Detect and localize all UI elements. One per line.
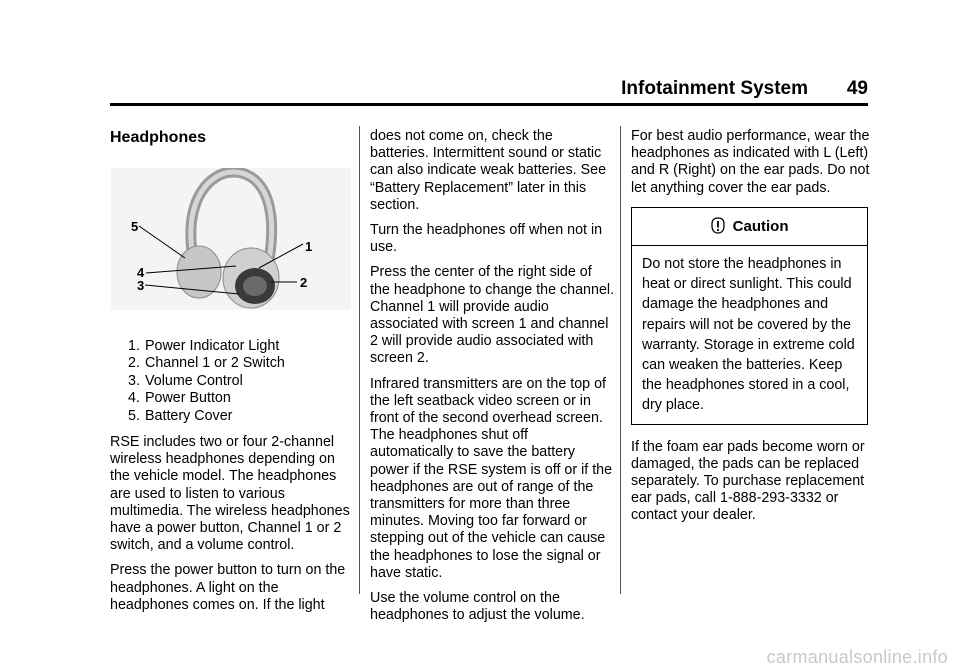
caution-header [632,208,867,245]
callout-1: 1 [305,239,313,254]
caution-title: Caution [732,217,789,235]
callout-3: 3 [137,278,145,293]
section-heading: Headphones [110,129,207,146]
figure-legend [110,338,355,425]
callout-2: 2 [300,275,308,290]
watermark: carmanualsonline.info [766,647,948,667]
header-divider [110,103,868,106]
paragraph: Press the center of the right side of the headphone to change the channel. Channel 1 will provide audio associated with screen 1 and channel 2 will provide audio associated with screen 2. [370,264,615,367]
paragraph: Infrared transmitters are on the top of the left seatback video screen or in front of the second overhead screen. The headphones shut off automatically to save the battery power if the RSE system is off or if the headphones are out of range of the transmitters for more than three minutes. Moving too far forward or stepping out of the vehicle can cause the headphones to lose the signal or have static. [370,375,613,581]
paragraph: Use the volume control on the headphones to adjust the volume. [370,590,585,624]
paragraph: For best audio performance, wear the headphones as indicated with L (Left) and R (Right) on the ear pads. Do not let anything cover the ear pads. [631,128,870,196]
column-divider-1 [359,126,360,594]
paragraph: Press the power button to turn on the headphones. A light on the headphones comes on. If the light [110,562,346,613]
column-3 [631,128,871,533]
column-1 [110,128,355,622]
callout-4: 4 [137,265,145,280]
legend-item: 4. Power Button [128,390,231,407]
page-header [110,78,868,102]
paragraph: If the foam ear pads become worn or damaged, the pads can be replaced separately. To purchase replacement ear pads, call 1-888-293-3332 or contact your dealer. [631,438,865,524]
paragraph: does not come on, check the batteries. Intermittent sound or static can also indicate weak batteries. See “Battery Replacement” later in this section. [370,128,607,213]
section-title: Infotainment System [621,78,808,99]
paragraph: Turn the headphones off when not in use. [370,222,603,256]
column-divider-2 [620,126,621,594]
headphones-figure [111,168,351,310]
legend-item: 1. Power Indicator Light [128,338,280,354]
legend-item: 5. Battery Cover [128,407,233,424]
headphones-illustration [111,168,351,310]
legend-item: 3. Volume Control [128,372,243,389]
caution-text: Do not store the headphones in heat or direct sunlight. This could damage the headphones and repairs will not be covered by the warranty. Storage in extreme cold can weaken the batteries. Keep the headphones stored in a cool, dry place. [642,256,855,414]
column-2 [370,128,615,632]
caution-box [631,207,868,425]
callout-5: 5 [131,219,139,234]
legend-item: 2. Channel 1 or 2 Switch [128,355,285,372]
paragraph: RSE includes two or four 2-channel wireless headphones depending on the vehicle model. The headphones are used to listen to various multimedia. The wireless headphones have a power button, Channel 1 or 2 switch, and a volume control. [110,434,350,554]
caution-icon [711,217,725,238]
page-number: 49 [846,78,868,99]
